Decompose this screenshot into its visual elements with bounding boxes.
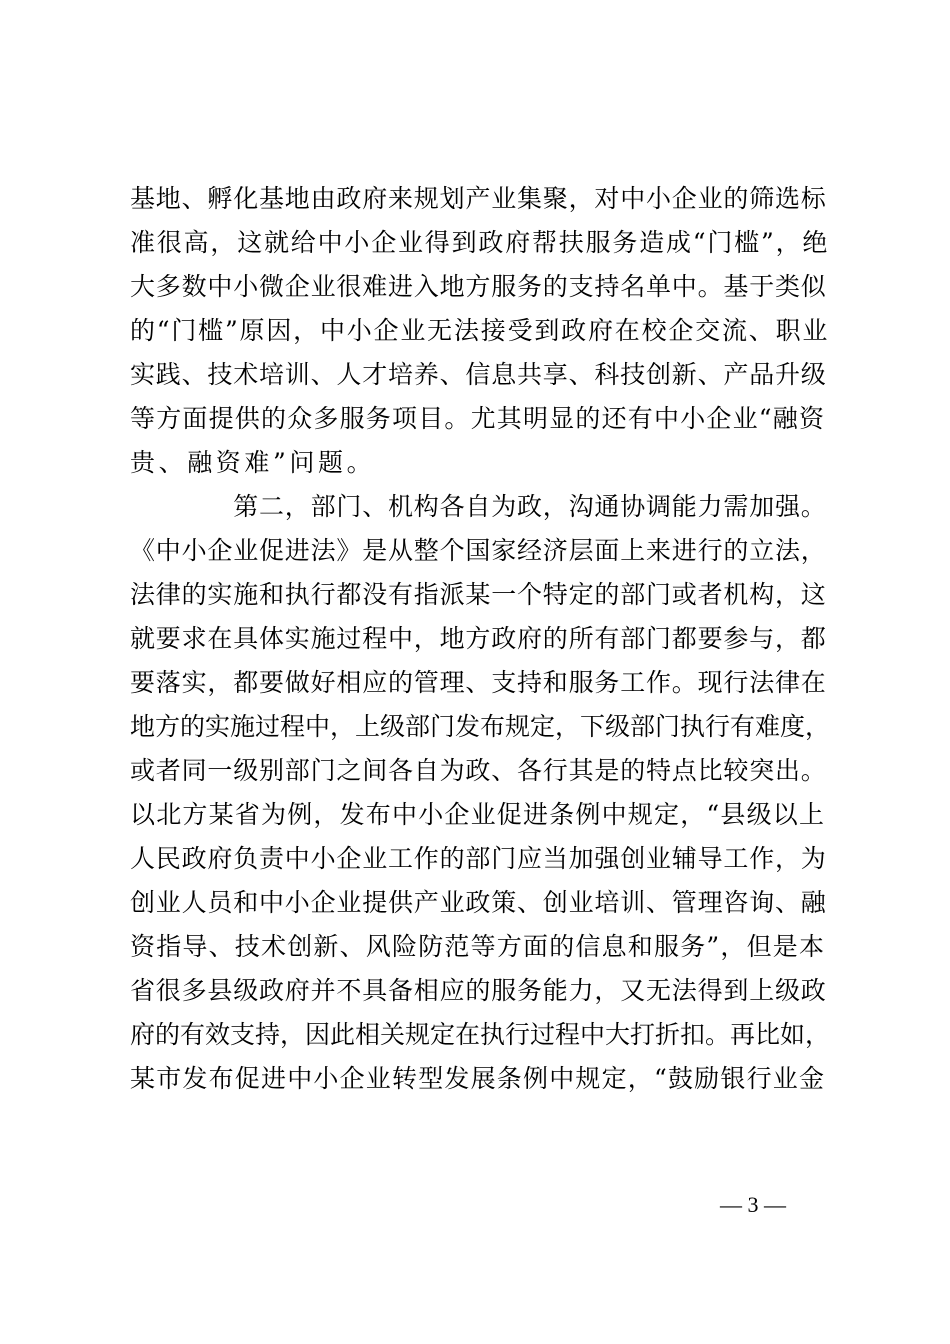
text-line-20: 府的有效支持，因此相关规定在执行过程中大打折扣。再比如， <box>130 1020 831 1049</box>
text-line-11: 就要求在具体实施过程中，地方政府的所有部门都要参与，都 <box>130 624 827 653</box>
text-line-5: 实践、技术培训、人才培养、信息共享、科技创新、产品升级 <box>130 360 827 389</box>
text-line-1: 基地、孵化基地由政府来规划产业集聚，对中小企业的筛选标 <box>130 184 827 213</box>
text-line-13: 地方的实施过程中，上级部门发布规定，下级部门执行有难度， <box>130 712 831 741</box>
text-line-2: 准很高，这就给中小企业得到政府帮扶服务造成“门槛”，绝 <box>130 228 830 257</box>
text-line-19: 省很多县级政府并不具备相应的服务能力，又无法得到上级政 <box>130 976 827 1005</box>
text-line-15: 以北方某省为例，发布中小企业促进条例中规定，“县级以上 <box>130 800 826 829</box>
text-line-7: 贵、融资难”问题。 <box>130 448 376 477</box>
text-line-6: 等方面提供的众多服务项目。尤其明显的还有中小企业“融资 <box>130 404 826 433</box>
page-number: — 3 — <box>720 1192 786 1217</box>
text-line-3: 大多数中小微企业很难进入地方服务的支持名单中。基于类似 <box>130 272 827 301</box>
text-line-12: 要落实，都要做好相应的管理、支持和服务工作。现行法律在 <box>130 668 827 697</box>
text-line-21: 某市发布促进中小企业转型发展条例中规定，“鼓励银行业金 <box>130 1064 826 1093</box>
text-line-14: 或者同一级别部门之间各自为政、各行其是的特点比较突出。 <box>130 756 827 785</box>
text-line-17: 创业人员和中小企业提供产业政策、创业培训、管理咨询、融 <box>130 888 827 917</box>
text-line-18: 资指导、技术创新、风险防范等方面的信息和服务”，但是本 <box>130 932 826 961</box>
text-line-9: 《中小企业促进法》是从整个国家经济层面上来进行的立法， <box>130 536 827 565</box>
text-line-10: 法律的实施和执行都没有指派某一个特定的部门或者机构，这 <box>130 580 827 609</box>
text-line-8: 第二，部门、机构各自为政，沟通协调能力需加强。 <box>130 492 827 521</box>
text-line-16: 人民政府负责中小企业工作的部门应当加强创业辅导工作，为 <box>130 844 827 873</box>
text-line-4: 的“门槛”原因，中小企业无法接受到政府在校企交流、职业 <box>130 316 830 345</box>
